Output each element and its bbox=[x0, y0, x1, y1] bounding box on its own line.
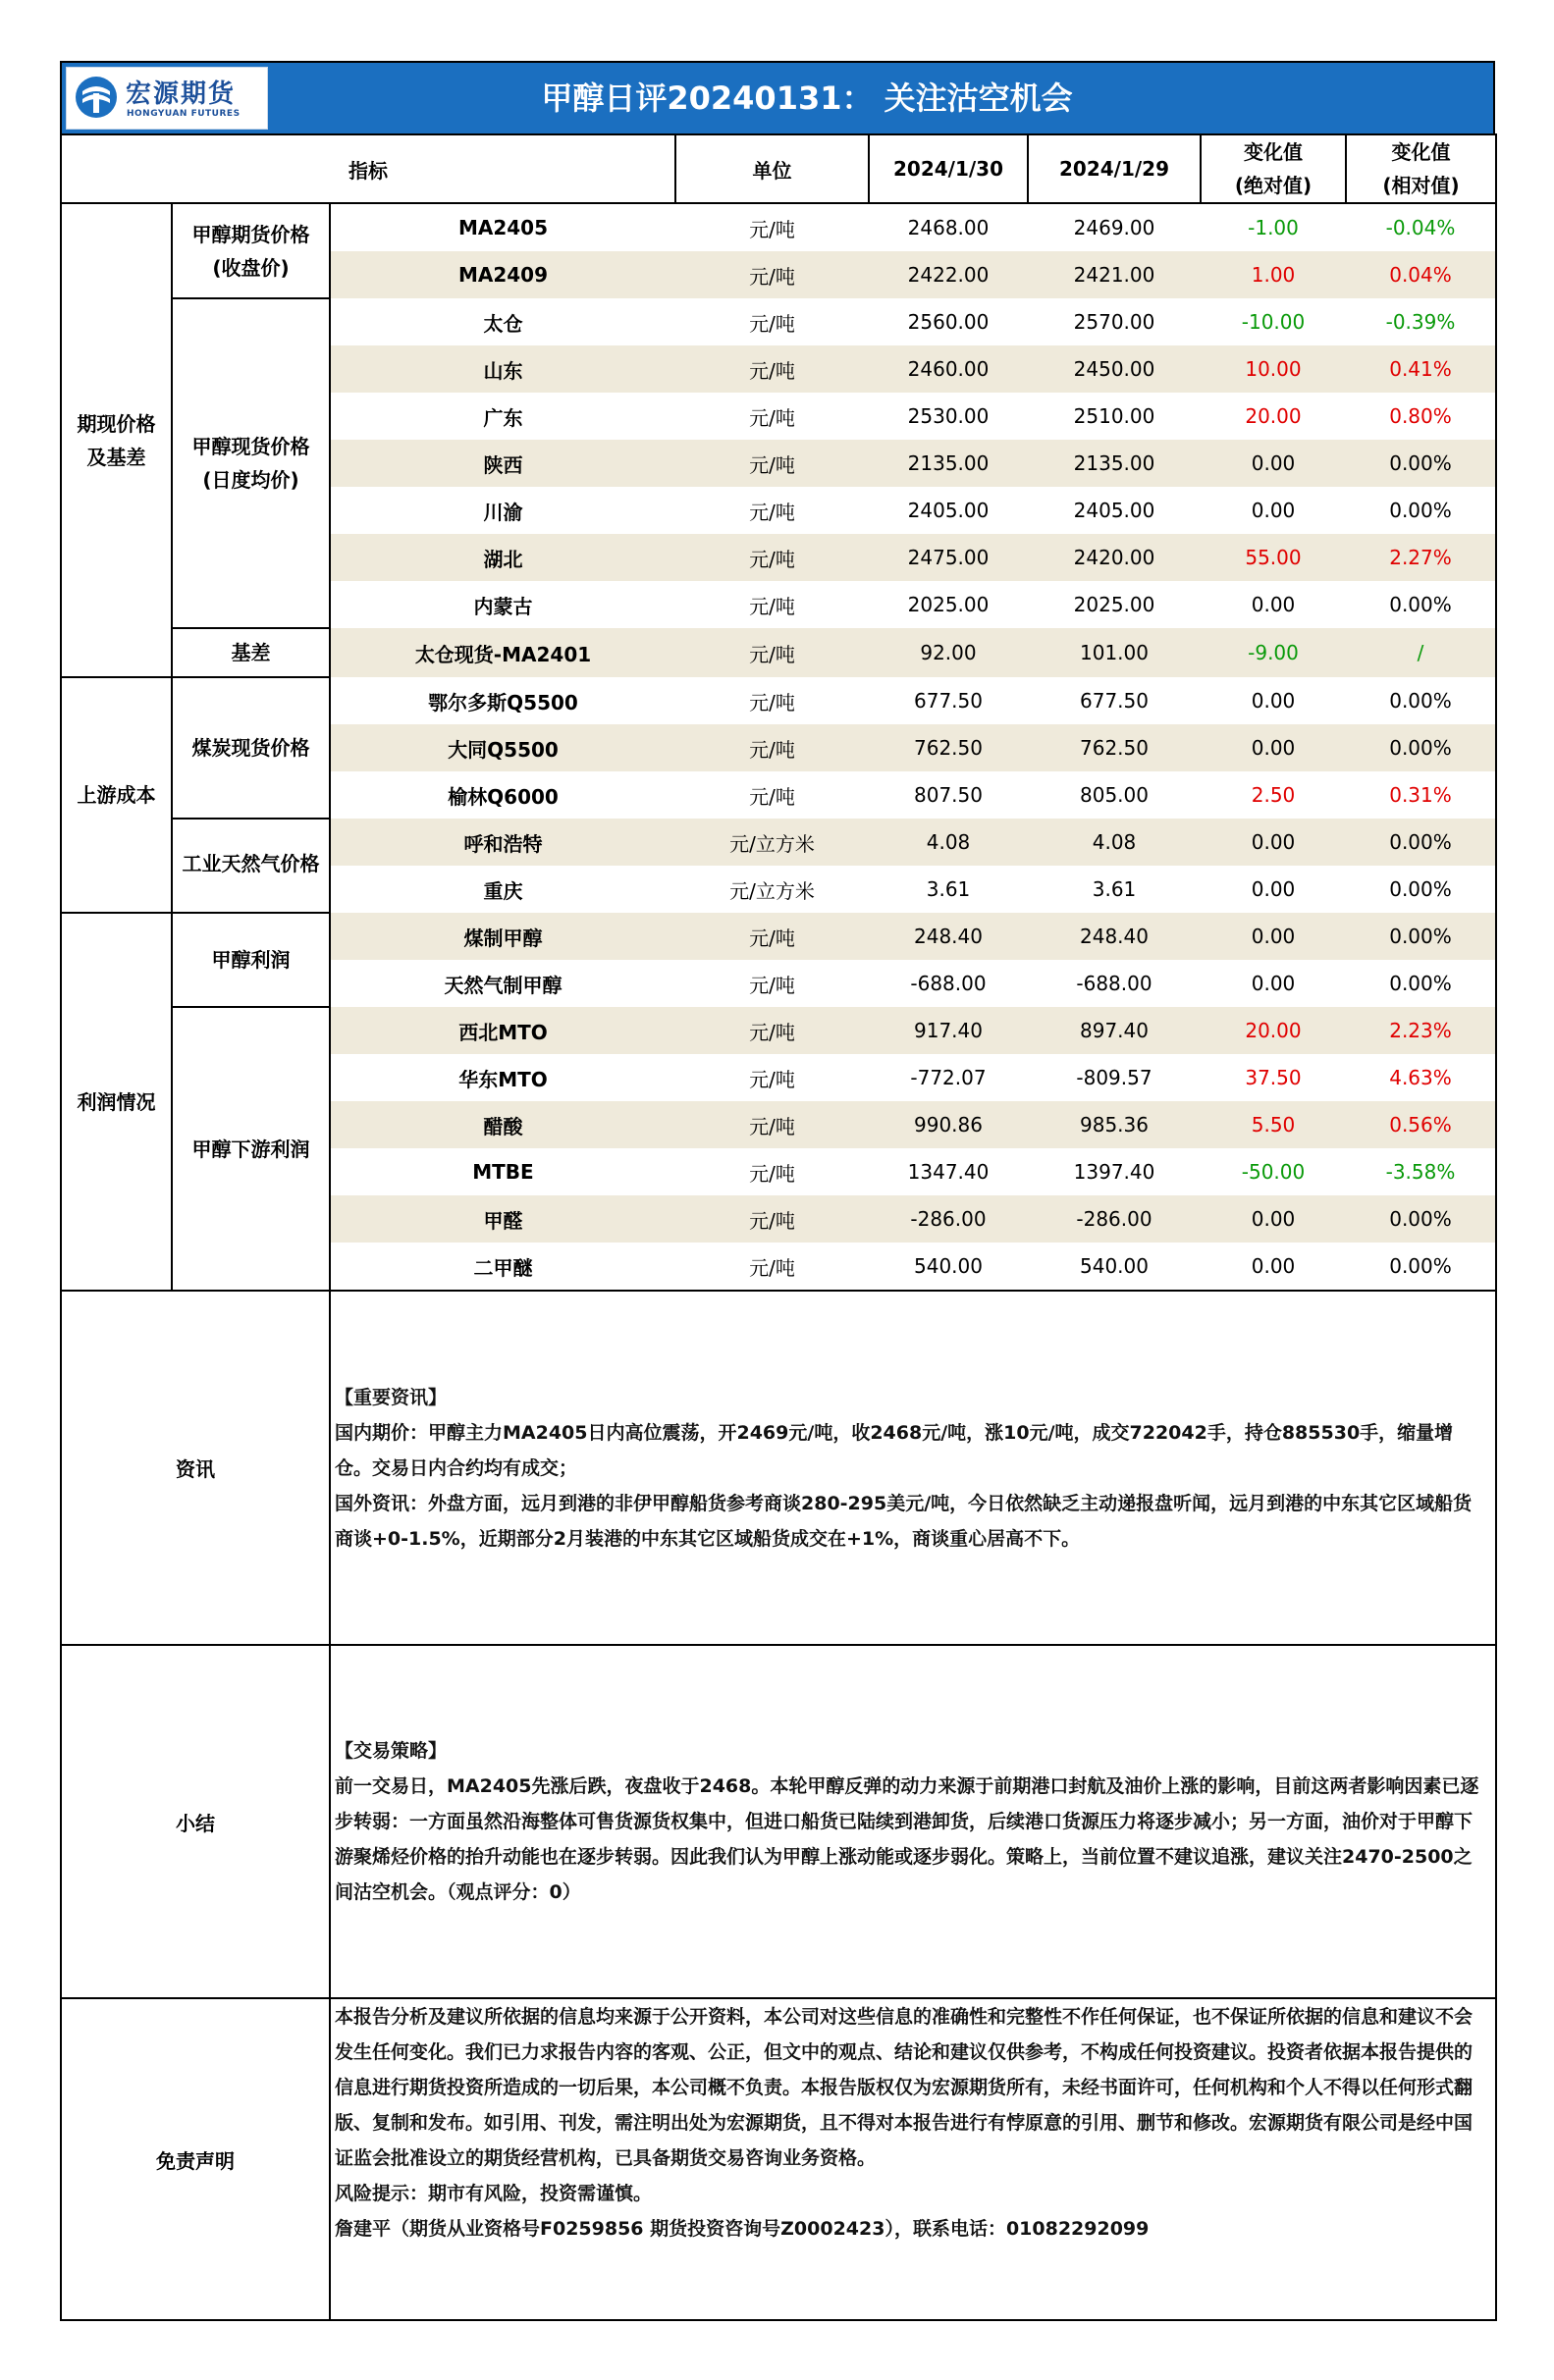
value-date2-cell: 805.00 bbox=[1080, 783, 1149, 807]
subgroup-label: 甲醇利润 bbox=[172, 913, 330, 1007]
summary-row bbox=[61, 1645, 1496, 1998]
indicator-cell: 大同Q5500 bbox=[330, 724, 675, 771]
indicator-cell: 醋酸 bbox=[330, 1101, 675, 1148]
value-date2-cell: 897.40 bbox=[1028, 1007, 1201, 1054]
group-label: 利润情况 bbox=[61, 913, 172, 1291]
value-date2-cell: 677.50 bbox=[1080, 689, 1149, 713]
value-date1-cell: 2025.00 bbox=[907, 593, 990, 616]
rel-change-cell: 0.00% bbox=[1346, 677, 1496, 724]
disclaimer-label: 免责声明 bbox=[61, 1998, 330, 2320]
value-date1-cell: 2422.00 bbox=[869, 251, 1028, 298]
indicator-cell: 华东MTO bbox=[458, 1067, 548, 1091]
value-date2-cell: 2450.00 bbox=[1028, 345, 1201, 393]
subgroup-label: 甲醇现货价格 (日度均价) bbox=[172, 298, 330, 628]
value-date2-cell: 985.36 bbox=[1028, 1101, 1201, 1148]
rel-change-cell: 0.00% bbox=[1346, 581, 1496, 628]
abs-change-cell: 20.00 bbox=[1201, 1007, 1346, 1054]
abs-change-cell: 0.00 bbox=[1251, 593, 1296, 616]
rel-change-cell: 0.04% bbox=[1346, 251, 1496, 298]
unit-cell: 元/立方米 bbox=[675, 819, 869, 866]
value-date1-cell: 2560.00 bbox=[907, 310, 990, 334]
table-row bbox=[61, 203, 1496, 251]
abs-change-cell: 0.00 bbox=[1251, 877, 1296, 901]
indicator-cell: 呼和浩特 bbox=[330, 819, 675, 866]
logo-text-cn: 宏源期货 bbox=[126, 79, 237, 109]
abs-change-cell: 55.00 bbox=[1201, 534, 1346, 581]
indicator-cell: MA2409 bbox=[330, 251, 675, 298]
value-date1-cell: 2460.00 bbox=[869, 345, 1028, 393]
rel-change-cell: 4.63% bbox=[1346, 1054, 1496, 1101]
disclaimer-text: 本报告分析及建议所依据的信息均来源于公开资料，本公司对这些信息的准确性和完整性不作任何保证，也不保证所依据的信息和建议不会发生任何变化。我们已力求报告内容的客观、公正，但文中的观点、结论和建议仅供参考，不构成任何投资建议。投资者依据本报告提供的信息进行期货投资所造成的一切后果，本公司概不负责。本报告版权仅为宏源期货所有，未经书面许可，任何机构和个人不得以任何形式翻版、复制和发布。如引用、刊发，需注明出处为宏源期货，且不得对本报告进行有悖原意的引用、删节和修改。宏源期货有限公司是经中国证监会批准设立的期货经营机构，已具备期货交易咨询业务资格。 bbox=[335, 2006, 1474, 2169]
value-date1-cell: 762.50 bbox=[869, 724, 1028, 771]
abs-change-cell: 5.50 bbox=[1201, 1101, 1346, 1148]
indicator-cell: 山东 bbox=[330, 345, 675, 393]
data-table bbox=[60, 133, 1497, 1292]
unit-cell: 元/吨 bbox=[749, 500, 795, 524]
unit-cell: 元/吨 bbox=[749, 1067, 795, 1091]
indicator-cell: 内蒙古 bbox=[473, 594, 533, 618]
analyst-info: 詹建平（期货从业资格号F0259856 期货投资咨询号Z0002423），联系电话：01082292099 bbox=[335, 2218, 1150, 2240]
value-date2-cell: 2025.00 bbox=[1073, 593, 1155, 616]
indicator-cell: 甲醛 bbox=[330, 1195, 675, 1243]
unit-cell: 元/吨 bbox=[749, 690, 795, 714]
rel-change-cell: 0.00% bbox=[1346, 866, 1496, 913]
value-date2-cell: 101.00 bbox=[1028, 628, 1201, 677]
unit-cell: 元/立方米 bbox=[729, 878, 815, 903]
value-date1-cell: -286.00 bbox=[869, 1195, 1028, 1243]
indicator-cell: 煤制甲醇 bbox=[330, 913, 675, 960]
disclaimer-row bbox=[61, 1998, 1496, 2320]
rel-change-cell: 0.00% bbox=[1346, 913, 1496, 960]
indicator-cell: 二甲醚 bbox=[330, 1243, 675, 1291]
group-label: 期现价格 及基差 bbox=[61, 203, 172, 677]
col-header-date2: 2024/1/29 bbox=[1028, 134, 1201, 203]
subgroup-label: 煤炭现货价格 bbox=[172, 677, 330, 819]
unit-cell: 元/吨 bbox=[675, 534, 869, 581]
value-date2-cell: 2469.00 bbox=[1073, 216, 1155, 239]
abs-change-cell: -9.00 bbox=[1201, 628, 1346, 677]
unit-cell: 元/吨 bbox=[749, 405, 795, 430]
unit-cell: 元/吨 bbox=[675, 628, 869, 677]
value-date1-cell: -772.07 bbox=[910, 1066, 987, 1089]
table-row bbox=[61, 819, 1496, 866]
value-date2-cell: 4.08 bbox=[1028, 819, 1201, 866]
abs-change-cell: 1.00 bbox=[1201, 251, 1346, 298]
value-date1-cell: 2475.00 bbox=[869, 534, 1028, 581]
unit-cell: 元/吨 bbox=[749, 217, 795, 241]
rel-change-cell: 0.00% bbox=[1346, 960, 1496, 1007]
rel-change-cell: 0.80% bbox=[1346, 393, 1496, 440]
rel-change-cell: 0.00% bbox=[1346, 724, 1496, 771]
value-date1-cell: 917.40 bbox=[869, 1007, 1028, 1054]
news-row bbox=[61, 1292, 1496, 1645]
value-date2-cell: 2420.00 bbox=[1028, 534, 1201, 581]
rel-change-cell: 2.23% bbox=[1346, 1007, 1496, 1054]
unit-cell: 元/吨 bbox=[675, 345, 869, 393]
unit-cell: 元/吨 bbox=[675, 1243, 869, 1291]
unit-cell: 元/吨 bbox=[675, 1195, 869, 1243]
indicator-cell: 西北MTO bbox=[330, 1007, 675, 1054]
subgroup-label: 工业天然气价格 bbox=[172, 819, 330, 913]
report-title: 甲醇日评20240131： 关注沽空机会 bbox=[541, 79, 1073, 117]
indicator-cell: 陕西 bbox=[330, 440, 675, 487]
value-date2-cell: 540.00 bbox=[1028, 1243, 1201, 1291]
rel-change-cell: 0.56% bbox=[1346, 1101, 1496, 1148]
value-date2-cell: -809.57 bbox=[1076, 1066, 1152, 1089]
indicator-cell: 鄂尔多斯Q5500 bbox=[428, 690, 578, 714]
text-section-table bbox=[60, 1292, 1497, 2321]
value-date1-cell: -688.00 bbox=[910, 972, 987, 995]
unit-cell: 元/吨 bbox=[675, 440, 869, 487]
abs-change-cell: 0.00 bbox=[1201, 440, 1346, 487]
col-header-rel-change-text: 变化值 (相对值) bbox=[1382, 140, 1460, 197]
abs-change-cell: 0.00 bbox=[1201, 1243, 1346, 1291]
value-date1-cell: 1347.40 bbox=[907, 1160, 990, 1184]
rel-change-cell: -0.04% bbox=[1346, 203, 1496, 251]
value-date2-cell: -688.00 bbox=[1076, 972, 1152, 995]
rel-change-cell: 0.00% bbox=[1346, 1195, 1496, 1243]
unit-cell: 元/吨 bbox=[675, 913, 869, 960]
value-date2-cell: -286.00 bbox=[1028, 1195, 1201, 1243]
abs-change-cell: 10.00 bbox=[1201, 345, 1346, 393]
indicator-cell: MTBE bbox=[472, 1160, 534, 1184]
risk-warning: 风险提示：期市有风险，投资需谨慎。 bbox=[335, 2183, 653, 2204]
unit-cell: 元/吨 bbox=[749, 1161, 795, 1186]
abs-change-cell: -1.00 bbox=[1248, 216, 1299, 239]
value-date1-cell: 540.00 bbox=[869, 1243, 1028, 1291]
col-header-abs-change bbox=[1201, 134, 1346, 203]
value-date1-cell: 677.50 bbox=[914, 689, 983, 713]
unit-cell: 元/吨 bbox=[749, 311, 795, 336]
abs-change-cell: 0.00 bbox=[1251, 972, 1296, 995]
col-header-unit: 单位 bbox=[675, 134, 869, 203]
col-header-abs-change-text: 变化值 (绝对值) bbox=[1234, 140, 1313, 197]
value-date2-cell: 2570.00 bbox=[1073, 310, 1155, 334]
abs-change-cell: 0.00 bbox=[1201, 819, 1346, 866]
rel-change-cell: / bbox=[1346, 628, 1496, 677]
col-header-date1: 2024/1/30 bbox=[869, 134, 1028, 203]
unit-cell: 元/吨 bbox=[675, 251, 869, 298]
value-date1-cell: 2135.00 bbox=[869, 440, 1028, 487]
indicator-cell: 重庆 bbox=[483, 878, 523, 903]
table-row bbox=[61, 628, 1496, 677]
report-header bbox=[60, 61, 1495, 133]
value-date2-cell: 762.50 bbox=[1028, 724, 1201, 771]
indicator-cell: 太仓现货-MA2401 bbox=[330, 628, 675, 677]
company-logo bbox=[66, 67, 268, 130]
indicator-cell: 天然气制甲醇 bbox=[444, 973, 563, 997]
value-date1-cell: 92.00 bbox=[869, 628, 1028, 677]
value-date2-cell: 248.40 bbox=[1028, 913, 1201, 960]
hongyuan-logo-icon bbox=[75, 76, 118, 119]
rel-change-cell: 0.00% bbox=[1346, 440, 1496, 487]
rel-change-cell: 0.41% bbox=[1346, 345, 1496, 393]
value-date1-cell: 990.86 bbox=[869, 1101, 1028, 1148]
unit-cell: 元/吨 bbox=[749, 973, 795, 997]
summary-label: 小结 bbox=[61, 1645, 330, 1998]
abs-change-cell: 0.00 bbox=[1201, 724, 1346, 771]
col-header-indicator: 指标 bbox=[61, 134, 675, 203]
table-row bbox=[61, 298, 1496, 345]
summary-heading: 【交易策略】 bbox=[335, 1740, 448, 1762]
abs-change-cell: 20.00 bbox=[1245, 404, 1302, 428]
rel-change-cell: 0.00% bbox=[1346, 819, 1496, 866]
unit-cell: 元/吨 bbox=[675, 1101, 869, 1148]
summary-content bbox=[330, 1645, 1496, 1998]
indicator-cell: 川渝 bbox=[483, 500, 523, 524]
value-date2-cell: 2510.00 bbox=[1073, 404, 1155, 428]
subgroup-label: 基差 bbox=[172, 628, 330, 677]
group-label: 上游成本 bbox=[61, 677, 172, 913]
value-date2-cell: 2421.00 bbox=[1028, 251, 1201, 298]
value-date2-cell: 3.61 bbox=[1092, 877, 1137, 901]
news-foreign: 国外资讯：外盘方面，远月到港的非伊甲醇船货参考商谈280-295美元/吨，今日依然缺乏主动递报盘听闻，远月到港的中东其它区域船货商谈+0-1.5%，近期部分2月装港的中东其它区域船货成交在+1%，商谈重心居高不下。 bbox=[335, 1492, 1473, 1550]
indicator-cell: 湖北 bbox=[330, 534, 675, 581]
unit-cell: 元/吨 bbox=[749, 784, 795, 809]
rel-change-cell: 0.31% bbox=[1346, 771, 1496, 819]
abs-change-cell: -10.00 bbox=[1241, 310, 1306, 334]
rel-change-cell: 0.00% bbox=[1346, 487, 1496, 534]
value-date2-cell: 2135.00 bbox=[1028, 440, 1201, 487]
abs-change-cell: 0.00 bbox=[1201, 1195, 1346, 1243]
rel-change-cell: 2.27% bbox=[1346, 534, 1496, 581]
table-row bbox=[61, 1007, 1496, 1054]
rel-change-cell: 0.00% bbox=[1346, 1243, 1496, 1291]
rel-change-cell: -3.58% bbox=[1346, 1148, 1496, 1195]
table-row bbox=[61, 677, 1496, 724]
news-content bbox=[330, 1292, 1496, 1645]
value-date1-cell: 2530.00 bbox=[907, 404, 990, 428]
disclaimer-content bbox=[330, 1998, 1496, 2320]
value-date1-cell: 3.61 bbox=[926, 877, 971, 901]
abs-change-cell: 0.00 bbox=[1251, 499, 1296, 522]
value-date1-cell: 2468.00 bbox=[907, 216, 990, 239]
table-row bbox=[61, 913, 1496, 960]
abs-change-cell: 37.50 bbox=[1245, 1066, 1302, 1089]
value-date1-cell: 248.40 bbox=[869, 913, 1028, 960]
subgroup-label: 甲醇下游利润 bbox=[172, 1007, 330, 1291]
value-date2-cell: 1397.40 bbox=[1073, 1160, 1155, 1184]
rel-change-cell: -0.39% bbox=[1346, 298, 1496, 345]
unit-cell: 元/吨 bbox=[675, 1007, 869, 1054]
abs-change-cell: 0.00 bbox=[1251, 689, 1296, 713]
indicator-cell: 榆林Q6000 bbox=[448, 784, 559, 809]
value-date1-cell: 4.08 bbox=[869, 819, 1028, 866]
unit-cell: 元/吨 bbox=[675, 724, 869, 771]
indicator-cell: 太仓 bbox=[483, 311, 523, 336]
value-date1-cell: 807.50 bbox=[914, 783, 983, 807]
value-date2-cell: 2405.00 bbox=[1073, 499, 1155, 522]
unit-cell: 元/吨 bbox=[749, 594, 795, 618]
subgroup-label: 甲醇期货价格 (收盘价) bbox=[172, 203, 330, 298]
indicator-cell: MA2405 bbox=[457, 216, 549, 239]
abs-change-cell: 0.00 bbox=[1201, 913, 1346, 960]
col-header-rel-change bbox=[1346, 134, 1496, 203]
logo-text-en: HONGYUAN FUTURES bbox=[127, 109, 241, 119]
abs-change-cell: 2.50 bbox=[1251, 783, 1296, 807]
news-label: 资讯 bbox=[61, 1292, 330, 1645]
news-heading: 【重要资讯】 bbox=[335, 1386, 448, 1408]
indicator-cell: 广东 bbox=[483, 405, 523, 430]
table-body bbox=[61, 203, 1496, 1291]
summary-text: 前一交易日，MA2405先涨后跌，夜盘收于2468。本轮甲醇反弹的动力来源于前期港口封航及油价上涨的影响，目前这两者影响因素已逐步转弱：一方面虽然沿海整体可售货源货权集中，但进口船货已陆续到港卸货，后续港口货源压力将逐步减小；另一方面，油价对于甲醇下游聚烯烃价格的抬升动能也在逐步转弱。因此我们认为甲醇上涨动能或逐步弱化。策略上，当前位置不建议追涨，建议关注2470-2500之间沽空机会。（观点评分：0） bbox=[335, 1775, 1479, 1903]
value-date1-cell: 2405.00 bbox=[907, 499, 990, 522]
abs-change-cell: -50.00 bbox=[1241, 1160, 1306, 1184]
news-domestic: 国内期价：甲醇主力MA2405日内高位震荡，开2469元/吨，收2468元/吨，涨10元/吨，成交722042手，持仓885530手，缩量增仓。交易日内合约均有成交； bbox=[335, 1421, 1454, 1479]
report-sheet bbox=[60, 61, 1495, 2321]
